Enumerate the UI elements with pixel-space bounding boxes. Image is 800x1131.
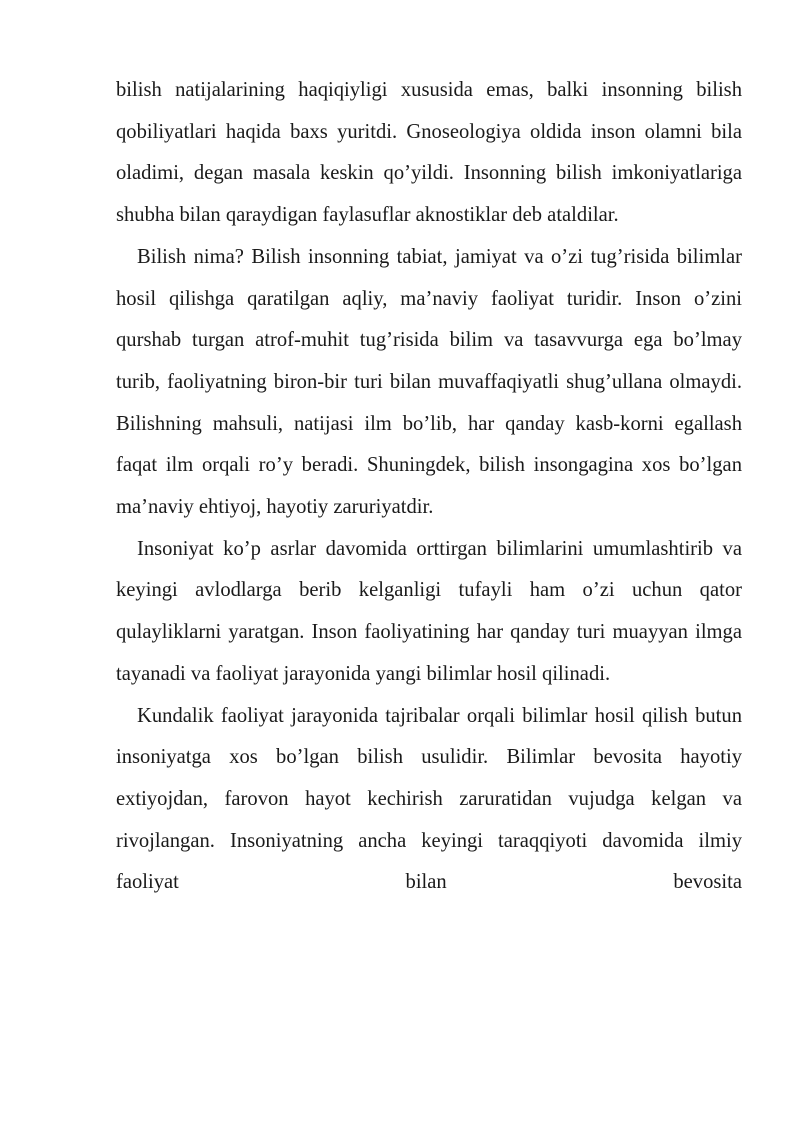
paragraph-2: Bilish nima? Bilish insonning tabiat, jamiyat va o’zi tug’risida bilimlar hosil qilishga qaratilgan aqliy, ma’naviy faoliyat turidir. Inson o’zini qurshab turgan atrof-muhit tug’risida bilim va tasavvurga ega bo’lmay turib, faoliyatning biron-bir turi bilan muvaffaqiyatli shug’ullana olmaydi. Bilishning mahsuli, natijasi ilm bo’lib, har qanday kasb-korni egallash faqat ilm orqali ro’y beradi. Shuningdek, bilish insongagina xos bo’lgan ma’naviy ehtiyoj, hayotiy zaruriyatdir.: [116, 245, 742, 519]
body-text: [116, 70, 742, 904]
paragraph-1: bilish natijalarining haqiqiyligi xususida emas, balki insonning bilish qobiliyatlari haqida baxs yuritdi. Gnoseologiya oldida inson olamni bila oladimi, degan masala keskin qo’yildi. Insonning bilish imkoniyatlariga shubha bilan qaraydigan faylasuflar aknostiklar deb ataldilar.: [116, 79, 742, 227]
paragraph-3: Insoniyat ko’p asrlar davomida orttirgan bilimlarini umumlashtirib va keyingi avlodlarga berib kelganligi tufayli ham o’zi uchun qator qulayliklarni yaratgan. Inson faoliyatining har qanday turi muayyan ilmga tayanadi va faoliyat jarayonida yangi bilimlar hosil qilinadi.: [116, 537, 742, 685]
paragraph-4: Kundalik faoliyat jarayonida tajribalar orqali bilimlar hosil qilish butun insoniyatga xos bo’lgan bilish usulidir. Bilimlar bevosita hayotiy extiyojdan, farovon hayot kechirish zaruratidan vujudga kelgan va rivojlangan. Insoniyatning ancha keyingi taraqqiyoti davomida ilmiy faoliyat bilan bevosita: [116, 704, 742, 894]
